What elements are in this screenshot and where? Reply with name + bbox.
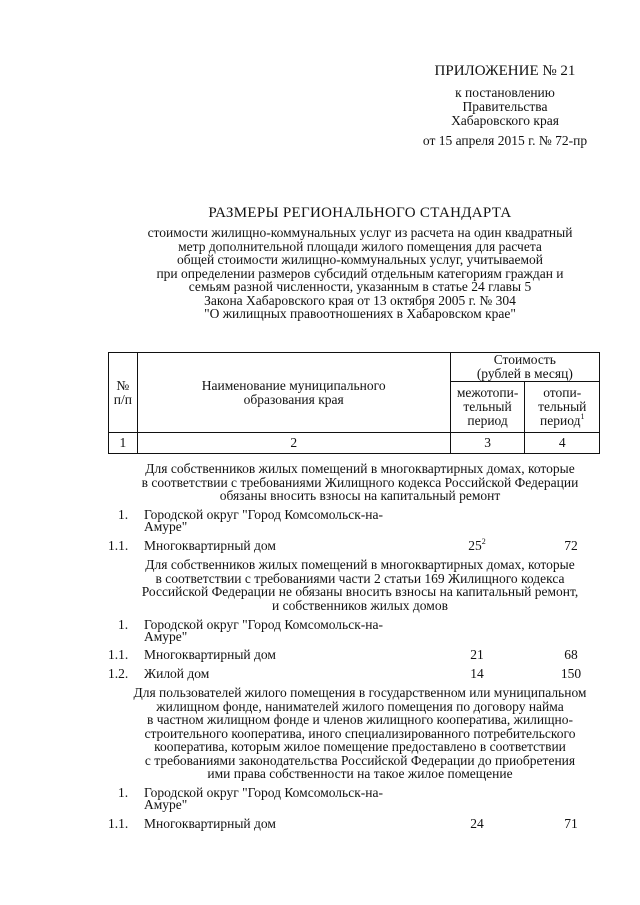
document-subtitle xyxy=(110,226,610,321)
section-heading-line: жилищном фонде, нанимателей жилого помещения по договору найма xyxy=(156,698,564,714)
row-value-heating: 68 xyxy=(564,647,578,662)
section-heading-line: обязаны вносить взносы на капитальный ремонт xyxy=(219,488,501,503)
district-num: 1. xyxy=(118,617,129,632)
appendix-number: ПРИЛОЖЕНИЕ № 21 xyxy=(434,63,576,79)
appendix-date: от 15 апреля 2015 г. № 72-пр xyxy=(422,133,588,148)
header-name-line: Наименование муниципального xyxy=(201,377,386,393)
district-name: Городской округ "Город Комсомольск-на- xyxy=(144,785,383,800)
subtitle-line: общей стоимости жилищно-коммунальных услуг, учитываемой xyxy=(176,252,544,267)
section-heading-line: в соответствии с требованиями Жилищного кодекса Российской Федерации xyxy=(141,474,579,490)
section-heading-line: Для собственников жилых помещений в многоквартирных домах, которые xyxy=(145,461,575,476)
district-name-cont: Амуре" xyxy=(144,519,188,534)
subtitle-line: при определении размеров субсидий отдельным категориям граждан и xyxy=(156,265,564,281)
row-value-heating: 72 xyxy=(564,538,578,553)
header-index-3: 3 xyxy=(450,433,525,454)
header-index-2: 2 xyxy=(137,433,450,454)
section-heading-line: ими права собственности на такое жилое помещение xyxy=(207,766,513,781)
district-num: 1. xyxy=(118,785,129,800)
header-name-cell xyxy=(137,353,450,433)
row-value-interheating: 21 xyxy=(470,647,484,662)
subtitle-line: семьям разной численности, указанным в статье 24 главы 5 xyxy=(188,279,532,294)
footnote-marker: 2 xyxy=(481,537,486,546)
appendix-line-3: Хабаровского края xyxy=(451,113,559,128)
row-value-interheating xyxy=(440,539,514,553)
district-name: Городской округ "Город Комсомольск-на- xyxy=(144,507,383,522)
district-name-cont: Амуре" xyxy=(144,797,188,812)
header-b-line: тельный xyxy=(538,399,587,414)
row-value-heating: 71 xyxy=(564,816,578,831)
header-a-line: период xyxy=(467,413,508,428)
row-value-interheating: 14 xyxy=(470,666,484,681)
header-a-line: тельный xyxy=(463,399,512,414)
row-name: Жилой дом xyxy=(144,666,210,681)
section-heading-line: Российской Федерации не обязаны вносить взносы на капитальный ремонт, xyxy=(141,584,579,599)
row-name: Многоквартирный дом xyxy=(144,538,276,553)
district-name-cont: Амуре" xyxy=(144,629,188,644)
header-cost-cell xyxy=(450,353,599,382)
district-row-cont xyxy=(0,798,640,812)
header-num-line: п/п xyxy=(113,391,132,407)
header-interheating-cell xyxy=(450,382,525,433)
row-num: 1.2. xyxy=(108,666,129,681)
header-index-4: 4 xyxy=(525,433,600,454)
subtitle-line: стоимости жилищно-коммунальных услуг из расчета на один квадратный xyxy=(147,225,573,240)
row-value-a: 25 xyxy=(468,538,482,553)
district-num: 1. xyxy=(118,507,129,522)
row-value-heating: 150 xyxy=(560,666,582,681)
appendix-block xyxy=(380,62,630,148)
appendix-line-2: Правительства xyxy=(462,99,548,114)
header-b-line xyxy=(525,414,599,428)
district-name: Городской округ "Город Комсомольск-на- xyxy=(144,617,383,632)
section-heading-line: в соответствии с требованиями части 2 статьи 169 Жилищного кодекса xyxy=(155,570,565,586)
row-name: Многоквартирный дом xyxy=(144,816,276,831)
footnote-marker: 1 xyxy=(580,412,585,421)
section-heading xyxy=(110,686,610,781)
section-heading-line: и собственников жилых домов xyxy=(272,597,448,613)
header-a-line: межотопи- xyxy=(456,385,519,400)
document-title: РАЗМЕРЫ РЕГИОНАЛЬНОГО СТАНДАРТА xyxy=(208,205,512,221)
header-num-line: № xyxy=(116,377,130,393)
row-value-interheating: 24 xyxy=(470,816,484,831)
district-row-cont xyxy=(0,630,640,644)
row-num: 1.1. xyxy=(108,816,129,831)
section-heading-line: Для пользователей жилого помещения в государственном или муниципальном xyxy=(133,685,587,700)
header-b-line: отопи- xyxy=(543,385,582,400)
section-heading-line: в частном жилищном фонде и членов жилищного кооператива, жилищно- xyxy=(146,712,574,727)
section-heading-line: Для собственников жилых помещений в многоквартирных домах, которые xyxy=(145,557,575,572)
header-name-line: образования края xyxy=(243,391,344,407)
header-cost-line: Стоимость xyxy=(493,352,556,367)
row-name: Многоквартирный дом xyxy=(144,647,276,662)
section-heading xyxy=(110,558,610,612)
table-header xyxy=(108,352,600,454)
subtitle-line: Закона Хабаровского края от 13 октября 2005 г. № 304 xyxy=(204,292,516,308)
subtitle-line: "О жилищных правоотношениях в Хабаровском крае" xyxy=(204,306,516,321)
row-num: 1.1. xyxy=(108,647,129,662)
section-heading-line: кооператива, которым жилое помещение предоставлено в соответствии xyxy=(154,739,566,754)
table-row xyxy=(0,667,640,681)
section-heading-line: строительного кооператива, иного специализированного потребительского xyxy=(144,725,576,741)
appendix-line-1: к постановлению xyxy=(455,85,555,100)
section-heading xyxy=(110,462,610,503)
row-num: 1.1. xyxy=(108,538,129,553)
subtitle-line: метр дополнительной площади жилого помещения для расчета xyxy=(178,238,542,254)
header-num-cell xyxy=(109,353,138,433)
header-heating-cell xyxy=(525,382,600,433)
header-b-text: период xyxy=(540,413,581,428)
table-row xyxy=(0,648,640,662)
header-index-1: 1 xyxy=(109,433,138,454)
table-row xyxy=(0,817,640,831)
header-cost-line: (рублей в месяц) xyxy=(476,366,573,381)
table-row xyxy=(0,539,640,553)
section-heading-line: с требованиями законодательства Российской Федерации до приобретения xyxy=(144,752,576,768)
district-row-cont xyxy=(0,520,640,534)
